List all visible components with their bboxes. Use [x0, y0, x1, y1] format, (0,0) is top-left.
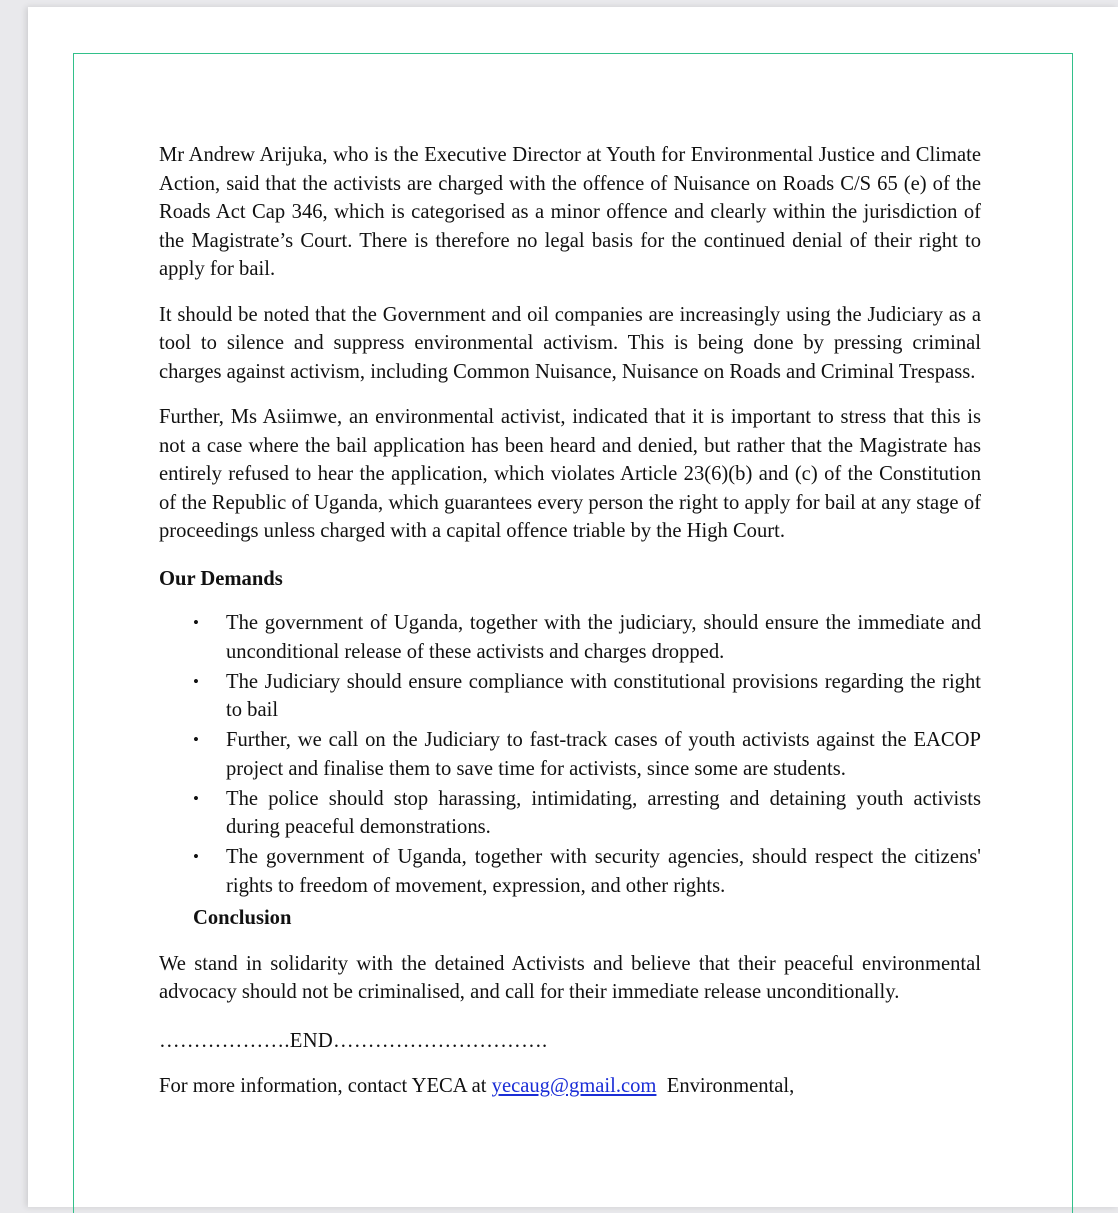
bullet-icon: •	[193, 788, 199, 808]
paragraph-asiimwe-statement: Further, Ms Asiimwe, an environmental activist, indicated that it is important to stress that this is not a case where the bail application has been heard and denied, but rather that the Magistrate has entirely refused to hear the application, which violates Article 23(6)(b) and (c) of the Constitution of the Republic of Uganda, which guarantees every person the right to apply for bail at any stage of proceedings unless charged with a capital offence triable by the High Court.	[159, 406, 981, 542]
contact-email-link[interactable]: yecaug@gmail.com	[491, 1075, 657, 1097]
paragraph-arijuka-statement: Mr Andrew Arijuka, who is the Executive Director at Youth for Environmental Justice and Climate Action, said that the activists are charged with the offence of Nuisance on Roads C/S 65 (e) of the Roads Act Cap 346, which is categorised as a minor offence and clearly within the jurisdiction of the Magistrate’s Court. There is therefore no legal basis for the continued denial of their right to apply for bail.	[159, 144, 981, 280]
demand-item	[159, 843, 981, 900]
demand-text: The government of Uganda, together with security agencies, should respect the citizens' rights to freedom of movement, expression, and other rights.	[226, 846, 981, 897]
bullet-icon: •	[193, 613, 199, 632]
contact-suffix: Environmental,	[656, 1075, 795, 1097]
conclusion-heading: Conclusion	[193, 907, 292, 929]
demand-text: The Judiciary should ensure compliance with constitutional provisions regarding the right to bail	[226, 670, 981, 721]
demand-item	[159, 785, 981, 842]
paragraph-conclusion: We stand in solidarity with the detained Activists and believe that their peaceful environmental advocacy should not be criminalised, and call for their immediate release unconditionally.	[159, 952, 981, 1003]
demand-text: The police should stop harassing, intimidating, arresting and detaining youth activists during peaceful demonstrations.	[226, 787, 981, 838]
demands-heading: Our Demands	[159, 567, 283, 590]
contact-line	[159, 1072, 981, 1101]
demand-text: The government of Uganda, together with the judiciary, should ensure the immediate and unconditional release of these activists and charges dropped.	[226, 612, 981, 663]
bullet-icon: •	[193, 730, 199, 749]
document-body	[159, 141, 981, 1101]
demand-text: Further, we call on the Judiciary to fast-track cases of youth activists against the EACOP project and finalise them to save time for activists, since some are students.	[226, 729, 981, 780]
paragraph-judiciary-tool: It should be noted that the Government and oil companies are increasingly using the Judiciary as a tool to silence and suppress environmental activism. This is being done by pressing criminal charges against activism, including Common Nuisance, Nuisance on Roads and Criminal Trespass.	[159, 303, 981, 383]
contact-prefix: For more information, contact YECA at	[159, 1075, 492, 1097]
demand-item	[159, 668, 981, 725]
document-page	[28, 7, 1118, 1207]
demand-item	[159, 609, 981, 666]
demand-item	[159, 726, 981, 783]
bullet-icon: •	[193, 847, 199, 866]
bullet-icon: •	[193, 671, 199, 691]
demands-list	[159, 609, 981, 900]
end-marker: ……………….END………………………….	[159, 1029, 548, 1052]
